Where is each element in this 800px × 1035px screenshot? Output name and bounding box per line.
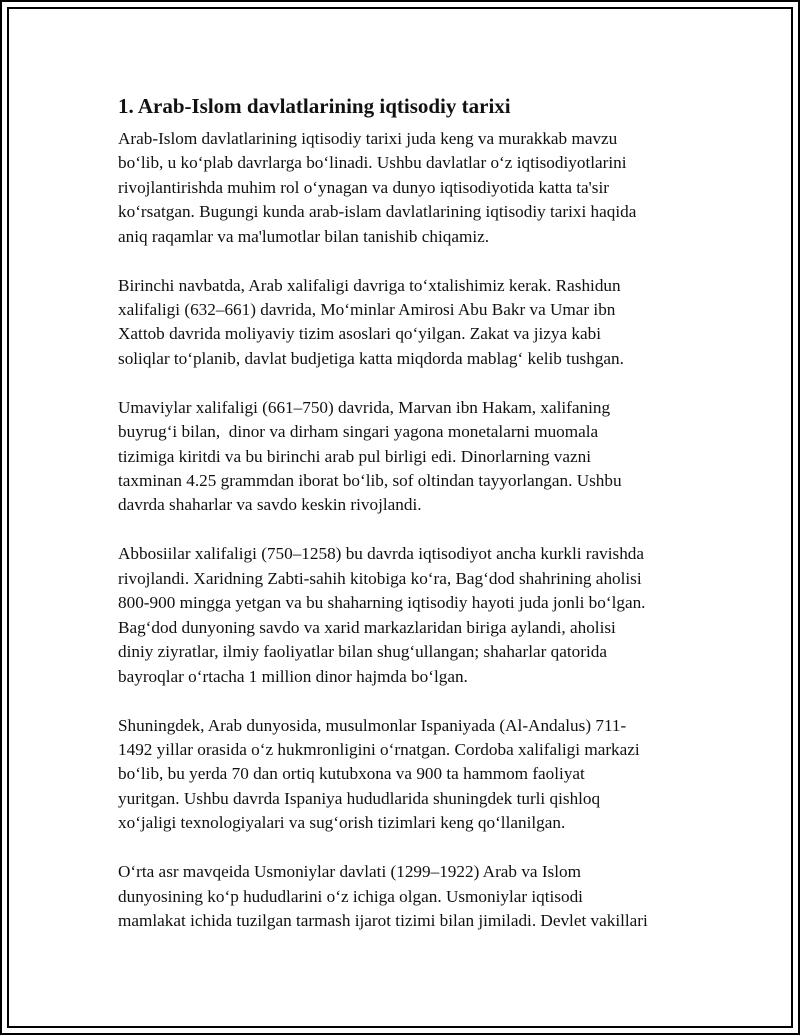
document-body bbox=[118, 92, 698, 958]
text-line: Shuningdek, Arab dunyosida, musulmonlar Ispaniyada (Al-Andalus) 711- bbox=[118, 715, 627, 735]
text-line: Bag‘dod dunyoning savdo va xarid markazlaridan biriga aylandi, aholisi bbox=[118, 617, 616, 637]
text-line: Umaviylar xalifaligi (661–750) davrida, Marvan ibn Hakam, xalifaning bbox=[118, 397, 611, 417]
text-line: aniq raqamlar va ma'lumotlar bilan tanishib chiqamiz. bbox=[118, 226, 490, 246]
paragraph-rashidun bbox=[118, 274, 698, 372]
text-line: Birinchi navbatda, Arab xalifaligi davriga to‘xtalishimiz kerak. Rashidun bbox=[118, 275, 621, 295]
text-line: Xattob davrida moliyaviy tizim asoslari qo‘yilgan. Zakat va jizya kabi bbox=[118, 324, 602, 344]
text-line: taxminan 4.25 grammdan iborat bo‘lib, sof oltindan tayyorlangan. Ushbu bbox=[118, 471, 622, 491]
text-line: soliqlar to‘planib, davlat budjetiga katta miqdorda mablag‘ kelib tushgan. bbox=[118, 348, 624, 368]
text-line: xo‘jaligi texnologiyalari va sug‘orish tizimlari keng qo‘llanilgan. bbox=[118, 813, 566, 833]
paragraph-ottoman bbox=[118, 860, 698, 933]
text-line: diniy ziyratlar, ilmiy faoliyatlar bilan shug‘ullangan; shaharlar qatorida bbox=[118, 642, 607, 662]
text-line: dunyosining ko‘p hududlarini o‘z ichiga olgan. Usmoniylar iqtisodi bbox=[118, 886, 583, 906]
text-line: davrda shaharlar va savdo keskin rivojlandi. bbox=[118, 495, 422, 515]
text-line: xalifaligi (632–661) davrida, Mo‘minlar Amirosi Abu Bakr va Umar ibn bbox=[118, 300, 616, 320]
paragraph-abbasid bbox=[118, 542, 698, 688]
text-line: rivojlandi. Xaridning Zabti-sahih kitobiga ko‘ra, Bag‘dod shahrining aholisi bbox=[118, 568, 642, 588]
text-line: Abbosiilar xalifaligi (750–1258) bu davrda iqtisodiyot ancha kurkli ravishda bbox=[118, 544, 645, 564]
section-heading: 1. Arab-Islom davlatlarining iqtisodiy tarixi bbox=[118, 94, 511, 118]
paragraph-intro bbox=[118, 127, 698, 249]
paragraph-umayyad bbox=[118, 396, 698, 518]
text-line: buyrug‘i bilan, dinor va dirham singari yagona monetalarni muomala bbox=[118, 422, 599, 442]
text-line: 800-900 mingga yetgan va bu shaharning iqtisodiy hayoti juda jonli bo‘lgan. bbox=[118, 593, 646, 613]
text-line: yuritgan. Ushbu davrda Ispaniya hududlarida shuningdek turli qishloq bbox=[118, 788, 601, 808]
text-line: rivojlantirishda muhim rol o‘ynagan va dunyo iqtisodiyotida katta ta'sir bbox=[118, 177, 609, 197]
text-line: Arab-Islom davlatlarining iqtisodiy tarixi juda keng va murakkab mavzu bbox=[118, 129, 618, 148]
text-line: O‘rta asr mavqeida Usmoniylar davlati (1299–1922) Arab va Islom bbox=[118, 862, 581, 882]
text-line: bo‘lib, bu yerda 70 dan ortiq kutubxona va 900 ta hammom faoliyat bbox=[118, 764, 585, 784]
text-line: mamlakat ichida tuzilgan tarmash ijarot tizimi bilan jimiladi. Devlet vakillari bbox=[118, 910, 648, 930]
text-line: 1492 yillar orasida o‘z hukmronligini o‘rnatgan. Cordoba xalifaligi markazi bbox=[118, 739, 640, 759]
paragraph-al-andalus bbox=[118, 714, 698, 836]
text-line: tizimiga kiritdi va bu birinchi arab pul birligi edi. Dinorlarning vazni bbox=[118, 446, 592, 466]
text-line: bo‘lib, u ko‘plab davrlarga bo‘linadi. Ushbu davlatlar o‘z iqtisodiyotlarini bbox=[118, 153, 627, 173]
text-line: bayroqlar o‘rtacha 1 million dinor hajmda bo‘lgan. bbox=[118, 666, 468, 686]
text-line: ko‘rsatgan. Bugungi kunda arab-islam davlatlarining iqtisodiy tarixi haqida bbox=[118, 202, 637, 222]
